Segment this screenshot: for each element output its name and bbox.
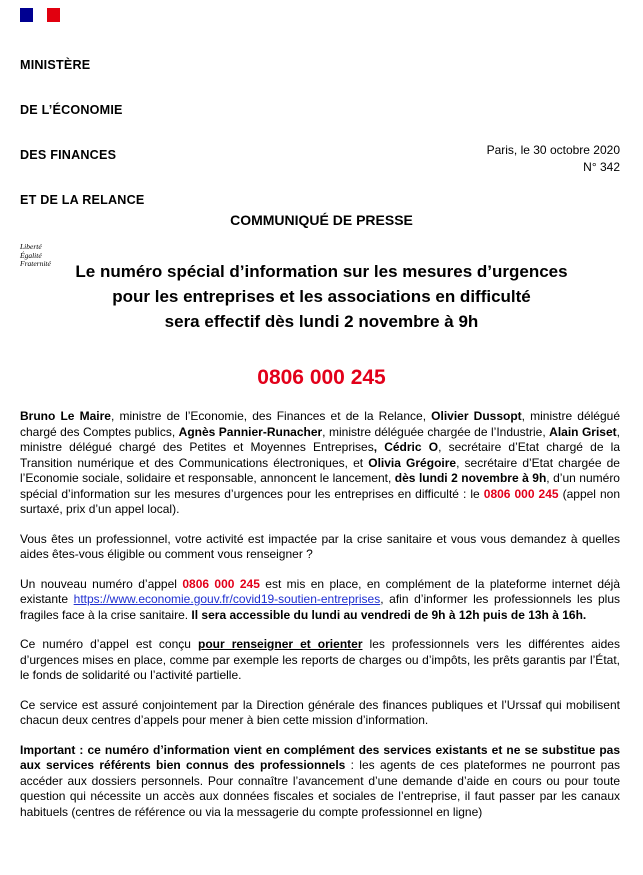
- text-run: les professionnels vers les différentes aides d’urgences mises en place, comme par exemple les reports de charges ou d’impôts, les prêts garantis par l’État, le fonds de solidarité ou l’activité partielle.: [20, 637, 620, 682]
- french-flag-icon: [20, 8, 60, 22]
- flag-red-band: [47, 8, 60, 22]
- inline-phone-number: 0806 000 245: [483, 486, 559, 501]
- text-run: , ministre délégué chargé des Petites et Moyennes Entreprises: [20, 424, 620, 454]
- date-line: Paris, le 30 octobre 2020: [486, 143, 620, 157]
- text-run: , ministre déléguée chargée de l’Industrie,: [322, 424, 550, 439]
- text-run: est mis en place, en complément de la plateforme internet déjà existante: [20, 576, 621, 606]
- headline-line: sera effectif dès lundi 2 novembre à 9h: [164, 312, 479, 331]
- flag-white-band: [33, 8, 47, 22]
- flag-blue-band: [20, 8, 33, 22]
- ministry-logo: [20, 8, 144, 269]
- launch-date: dès lundi 2 novembre à 9h: [394, 471, 547, 485]
- paragraph-ministers: [20, 409, 620, 518]
- text-run: , afin d’informer les professionnels les plus fragiles face à la crise sanitaire.: [20, 592, 620, 622]
- minister-name: Olivia Grégoire: [368, 455, 457, 470]
- ministry-line: ET DE LA RELANCE: [20, 193, 145, 207]
- ministry-line: DE L’ÉCONOMIE: [20, 103, 123, 117]
- motto-line: Fraternité: [20, 259, 51, 268]
- release-number: N° 342: [583, 160, 620, 174]
- date-block: [487, 142, 620, 176]
- article-body: [20, 409, 620, 834]
- inline-phone-number: 0806 000 245: [182, 576, 260, 591]
- text-run: , ministre délégué chargé des Comptes publics,: [20, 409, 620, 439]
- ministry-line: DES FINANCES: [20, 148, 117, 162]
- text-run: , secrétaire d’Etat chargé de la Transition numérique et des Communications électroniques, et: [20, 440, 620, 470]
- text-run: : les agents de ces plateformes ne pourront pas accéder aux dossiers personnels. Pour connaître l’avancement d’une demande d’aide en cours ou pour toute question qui nécessite un accès aux données fiscales et sociales de l’entreprise, il faut passer par les canaux habituels (centres de référence ou via la messagerie du compte professionnel en ligne): [20, 758, 620, 819]
- paragraph-service: Ce service est assuré conjointement par la Direction générale des finances publiques et l’Urssaf qui mobilisent chacun deux centres d’appels pour mener à bien cette mission d’information.: [20, 697, 620, 727]
- ministry-line: MINISTÈRE: [20, 58, 91, 72]
- paragraph-new-number: [20, 577, 620, 624]
- motto-line: Liberté: [20, 242, 42, 251]
- headline: [0, 259, 643, 334]
- headline-line: pour les entreprises et les associations en difficulté: [112, 287, 531, 306]
- minister-name: Bruno Le Maire: [20, 409, 111, 423]
- important-notice: Important : ce numéro d’information vient en complément des services existants et ne se substitue pas aux services référents bien connus des professionnels: [20, 742, 620, 772]
- minister-name: Agnès Pannier-Runacher: [178, 424, 323, 439]
- phone-number-highlight: 0806 000 245: [257, 366, 386, 389]
- opening-hours: Il sera accessible du lundi au vendredi de 9h à 12h puis de 13h à 16h.: [191, 607, 587, 622]
- text-run: , d’un numéro spécial d’information sur les mesures d’urgences pour les entreprises en difficulté : le: [20, 471, 620, 501]
- covid-support-link[interactable]: https://www.economie.gouv.fr/covid19-soutien-entreprises: [73, 592, 381, 606]
- paragraph-purpose: [20, 637, 620, 684]
- headline-line: Le numéro spécial d’information sur les mesures d’urgences: [75, 262, 568, 281]
- minister-name: Alain Griset: [549, 424, 617, 439]
- text-run: (appel non surtaxé, prix d’un appel local).: [20, 486, 621, 516]
- purpose-emphasis: pour renseigner et orienter: [197, 637, 363, 651]
- paragraph-important: [20, 743, 620, 821]
- minister-name: , Cédric O: [373, 440, 439, 454]
- press-release-kicker: COMMUNIQUÉ DE PRESSE: [230, 212, 413, 228]
- ministry-name: [20, 28, 144, 238]
- motto-line: Égalité: [20, 250, 42, 260]
- minister-name: Olivier Dussopt: [431, 409, 522, 423]
- text-run: , secrétaire d’Etat chargée de l’Economie sociale, solidaire et responsable, annoncent le lancement,: [20, 455, 620, 485]
- paragraph-question: Vous êtes un professionnel, votre activité est impactée par la crise sanitaire et vous vous demandez à quelles aides êtes-vous éligible ou comment vous renseigner ?: [20, 531, 620, 561]
- text-run: Un nouveau numéro d’appel: [20, 576, 183, 591]
- text-run: Ce numéro d’appel est conçu: [20, 637, 198, 651]
- text-run: , ministre de l’Economie, des Finances et de la Relance,: [110, 409, 432, 423]
